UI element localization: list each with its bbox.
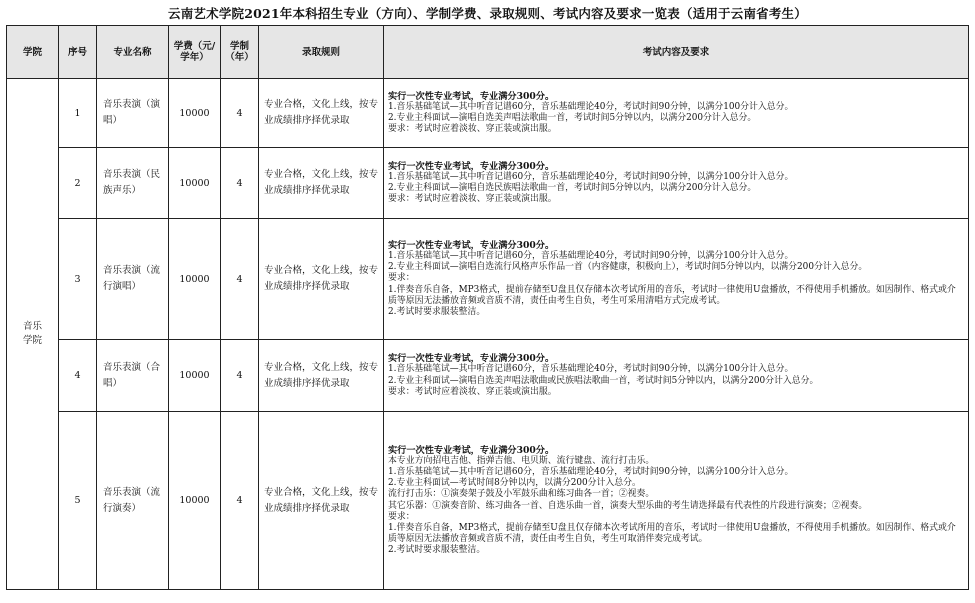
fee-cell: 10000 xyxy=(169,219,221,340)
exam-line: 2.专业主科面试—考试时间8分钟以内，以满分200分计入总分。 xyxy=(388,478,641,489)
header-seq: 序号 xyxy=(59,26,97,79)
exam-line: 2.专业主科面试—演唱自选美声唱法歌曲或民族唱法歌曲一首，考试时间5分钟以内，以满分200分计入总分。 xyxy=(388,375,819,386)
seq-cell: 2 xyxy=(59,148,97,219)
years-cell: 4 xyxy=(221,79,259,148)
header-exam: 考试内容及要求 xyxy=(384,26,969,79)
header-rule: 录取规则 xyxy=(259,26,384,79)
page-title: 云南艺术学院2021年本科招生专业（方向）、学制学费、录取规则、考试内容及要求一览表（适用于云南省考生） xyxy=(168,6,807,21)
exam-cell xyxy=(384,79,969,148)
exam-line: 1.音乐基础笔试—其中听音记谱60分，音乐基础理论40分，考试时间90分钟，以满分100分计入总分。 xyxy=(388,467,794,478)
header-fee: 学费（元/学年） xyxy=(169,26,221,79)
exam-line: 实行一次性专业考试，专业满分300分。 xyxy=(388,445,555,457)
rule-cell: 专业合格，文化上线，按专业成绩排序择优录取 xyxy=(259,79,384,148)
exam-cell xyxy=(384,148,969,219)
fee-cell: 10000 xyxy=(169,412,221,590)
college-name: 音乐学院 xyxy=(22,321,42,346)
exam-line: 1.伴奏音乐自备，MP3格式，提前存储至U盘且仅存储本次考试所用的音乐，考试时一律使用U盘播放，不得使用手机播放。如因制作、格式或介质等原因无法播放音频或音质不清，责任由考生自负，考生可取消伴奏完成考试。 xyxy=(388,522,956,544)
exam-cell xyxy=(384,340,969,412)
fee-cell: 10000 xyxy=(169,340,221,412)
exam-line: 要求： xyxy=(388,511,415,522)
years-cell: 4 xyxy=(221,412,259,590)
major-cell: 音乐表演（合唱） xyxy=(97,340,169,412)
seq-cell: 1 xyxy=(59,79,97,148)
table-row xyxy=(7,412,969,590)
exam-line: 1.音乐基础笔试—其中听音记谱60分，音乐基础理论40分，考试时间90分钟，以满分100分计入总分。 xyxy=(388,171,794,182)
rule-cell: 专业合格，文化上线，按专业成绩排序择优录取 xyxy=(259,412,384,590)
exam-line: 2.考试时要求服装整洁。 xyxy=(388,306,486,317)
fee-cell: 10000 xyxy=(169,79,221,148)
exam-line: 1.伴奏音乐自备，MP3格式，提前存储至U盘且仅存储本次考试所用的音乐，考试时一律使用U盘播放，不得使用手机播放。如因制作、格式或介质等原因无法播放音频或音质不清，责任由考生自负，考生可采用清唱方式完成考试。 xyxy=(388,284,956,306)
major-cell: 音乐表演（流行演奏） xyxy=(97,412,169,590)
header-row xyxy=(7,26,969,79)
major-cell: 音乐表演（民族声乐） xyxy=(97,148,169,219)
exam-cell xyxy=(384,219,969,340)
exam-line: 实行一次性专业考试，专业满分300分。 xyxy=(388,160,555,172)
rule-cell: 专业合格，文化上线，按专业成绩排序择优录取 xyxy=(259,219,384,340)
exam-cell xyxy=(384,412,969,590)
exam-line: 2.考试时要求服装整洁。 xyxy=(388,544,486,555)
exam-line: 要求： xyxy=(388,273,415,284)
exam-line: 实行一次性专业考试，专业满分300分。 xyxy=(388,353,555,365)
rule-cell: 专业合格，文化上线，按专业成绩排序择优录取 xyxy=(259,340,384,412)
exam-line: 本专业方向招电吉他、指弹吉他、电贝斯、流行键盘、流行打击乐。 xyxy=(388,456,655,467)
exam-line: 其它乐器：①演奏音阶、练习曲各一首、自选乐曲一首，演奏大型乐曲的考生请选择最有代表性的片段进行演奏；②视奏。 xyxy=(388,500,868,511)
fee-cell: 10000 xyxy=(169,148,221,219)
table-row xyxy=(7,148,969,219)
table-row xyxy=(7,219,969,340)
exam-line: 实行一次性专业考试，专业满分300分。 xyxy=(388,240,555,252)
years-cell: 4 xyxy=(221,219,259,340)
years-cell: 4 xyxy=(221,340,259,412)
exam-line: 要求：考试时应着淡妆、穿正装或演出服。 xyxy=(388,386,557,397)
college-cell xyxy=(7,79,59,590)
table-row xyxy=(7,79,969,148)
major-cell: 音乐表演（流行演唱） xyxy=(97,219,169,340)
table-row xyxy=(7,340,969,412)
header-years: 学制（年） xyxy=(221,26,259,79)
exam-line: 1.音乐基础笔试—其中听音记谱60分，音乐基础理论40分，考试时间90分钟，以满分100分计入总分。 xyxy=(388,364,794,375)
exam-line: 1.音乐基础笔试—其中听音记谱60分，音乐基础理论40分，考试时间90分钟，以满分100分计入总分。 xyxy=(388,101,794,112)
rule-cell: 专业合格，文化上线，按专业成绩排序择优录取 xyxy=(259,148,384,219)
major-cell: 音乐表演（演唱） xyxy=(97,79,169,148)
years-cell: 4 xyxy=(221,148,259,219)
exam-line: 流行打击乐：①演奏架子鼓及小军鼓乐曲和练习曲各一首；②视奏。 xyxy=(388,489,655,500)
seq-cell: 4 xyxy=(59,340,97,412)
exam-line: 2.专业主科面试—演唱自选美声唱法歌曲一首，考试时间5分钟以内，以满分200分计入总分。 xyxy=(388,113,757,123)
exam-line: 实行一次性专业考试，专业满分300分。 xyxy=(388,90,555,102)
header-major: 专业名称 xyxy=(97,26,169,79)
exam-line: 2.专业主科面试—演唱自选流行风格声乐作品一首（内容健康，积极向上），考试时间5分钟以内，以满分200分计入总分。 xyxy=(388,262,868,273)
exam-line: 1.音乐基础笔试—其中听音记谱60分，音乐基础理论40分，考试时间90分钟，以满分100分计入总分。 xyxy=(388,251,794,262)
admission-table xyxy=(6,25,969,590)
seq-cell: 5 xyxy=(59,412,97,590)
exam-line: 要求：考试时应着淡妆、穿正装或演出服。 xyxy=(388,124,557,135)
seq-cell: 3 xyxy=(59,219,97,340)
exam-line: 要求：考试时应着淡妆、穿正装或演出服。 xyxy=(388,194,557,205)
header-college: 学院 xyxy=(7,26,59,79)
exam-line: 2.专业主科面试—演唱自选民族唱法歌曲一首，考试时间5分钟以内，以满分200分计入总分。 xyxy=(388,183,757,193)
